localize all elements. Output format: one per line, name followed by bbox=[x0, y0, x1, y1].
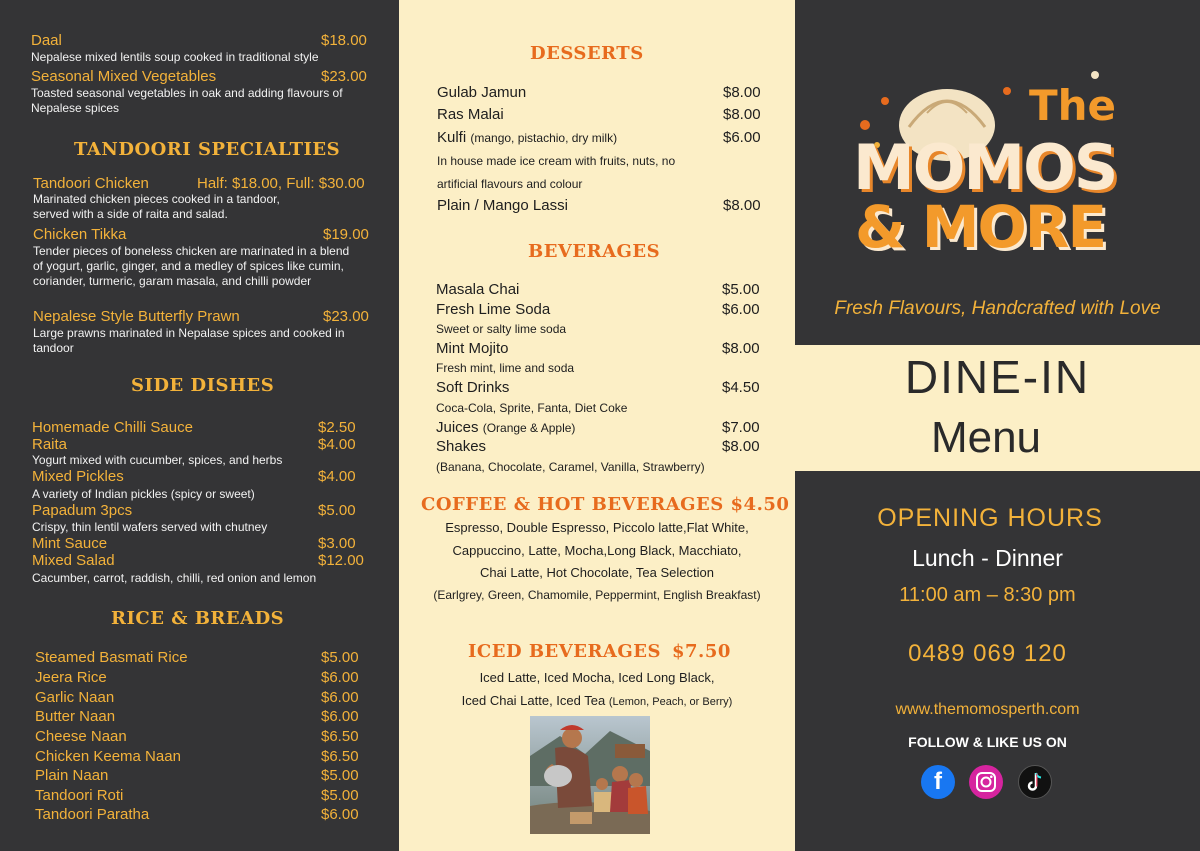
website-link[interactable]: www.themomosperth.com bbox=[895, 701, 1080, 718]
item-desc: Yogurt mixed with cucumber, spices, and herbs bbox=[32, 453, 283, 467]
item-desc: Crispy, thin lentil wafers served with chutney bbox=[32, 520, 268, 534]
section-title-tandoori: TANDOORI SPECIALTIES bbox=[74, 139, 341, 160]
section-title-sides: SIDE DISHES bbox=[131, 375, 275, 396]
item-name: Seasonal Mixed Vegetables bbox=[31, 68, 217, 85]
item-desc: Marinated chicken pieces cooked in a tandoor, served with a side of raita and salad. bbox=[33, 192, 280, 221]
coffee-line: (Earlgrey, Green, Chamomile, Peppermint, English Breakfast) bbox=[433, 588, 761, 602]
item-price: $5.00 bbox=[321, 767, 359, 784]
item-name: Daal bbox=[31, 32, 62, 49]
item-name: Garlic Naan bbox=[35, 689, 115, 706]
item-price: $23.00 bbox=[323, 308, 369, 325]
item-desc: Tender pieces of boneless chicken are marinated in a blend of yogurt, garlic, ginger, and a medley of spices like cumin, coriander, turmeric, garam masala, and chilli powder bbox=[33, 244, 350, 288]
item-name: Juices bbox=[436, 419, 479, 436]
coffee-line: Cappuccino, Latte, Mocha,Long Black, Macchiato, bbox=[452, 543, 742, 558]
item-price: $3.00 bbox=[318, 535, 356, 552]
item-price: $5.00 bbox=[321, 649, 359, 666]
phone-number[interactable]: 0489 069 120 bbox=[908, 640, 1067, 667]
item-price: $12.00 bbox=[318, 552, 364, 569]
item-price: Half: $18.00, Full: $30.00 bbox=[197, 175, 365, 192]
item-name: Mint Sauce bbox=[32, 535, 108, 552]
item-desc: Sweet or salty lime soda bbox=[436, 322, 567, 336]
coffee-line: Espresso, Double Espresso, Piccolo latte,Flat White, bbox=[445, 520, 749, 535]
item-desc: (Banana, Chocolate, Caramel, Vanilla, Strawberry) bbox=[436, 460, 705, 474]
item-price: $6.00 bbox=[321, 806, 359, 823]
logo-more: & MORE bbox=[855, 193, 1106, 261]
opening-hours-time: 11:00 am – 8:30 pm bbox=[899, 584, 1076, 606]
item-price: $6.50 bbox=[321, 728, 359, 745]
item-name: Butter Naan bbox=[35, 708, 116, 725]
item-price: $6.00 bbox=[723, 129, 761, 146]
item-desc: A variety of Indian pickles (spicy or sweet) bbox=[32, 487, 255, 501]
item-name: Chicken Tikka bbox=[33, 226, 127, 243]
item-note: (mango, pistachio, dry milk) bbox=[470, 131, 618, 145]
item-price: $4.00 bbox=[318, 468, 356, 485]
facebook-icon[interactable]: f bbox=[921, 765, 955, 799]
item-name: Soft Drinks bbox=[436, 379, 510, 396]
item-price: $6.50 bbox=[321, 748, 359, 765]
item-name: Chicken Keema Naan bbox=[35, 748, 181, 765]
item-name: Steamed Basmati Rice bbox=[35, 649, 188, 666]
item-name: Ras Malai bbox=[437, 106, 504, 123]
item-price: $6.00 bbox=[321, 669, 359, 686]
item-price: $7.00 bbox=[722, 419, 760, 436]
item-price: $5.00 bbox=[318, 502, 356, 519]
follow-label: FOLLOW & LIKE US ON bbox=[908, 734, 1067, 750]
iced-line: Iced Latte, Iced Mocha, Iced Long Black, bbox=[479, 670, 715, 685]
opening-hours-title: OPENING HOURS bbox=[877, 504, 1103, 532]
item-price: $5.00 bbox=[321, 787, 359, 804]
item-name: Mixed Pickles bbox=[32, 468, 124, 485]
item-price: $8.00 bbox=[723, 84, 761, 101]
iced-line: Iced Chai Latte, Iced Tea bbox=[461, 693, 606, 708]
item-price: $4.00 bbox=[318, 436, 356, 453]
item-name: Masala Chai bbox=[436, 281, 520, 298]
tiktok-icon[interactable] bbox=[1018, 765, 1052, 799]
dine-in-title: DINE-IN bbox=[904, 351, 1091, 403]
section-title-beverages: BEVERAGES bbox=[528, 241, 661, 262]
logo-momos: MOMOS bbox=[853, 131, 1117, 204]
item-name: Gulab Jamun bbox=[437, 84, 527, 101]
item-price: $4.50 bbox=[722, 379, 760, 396]
item-desc: Large prawns marinated in Nepalase spices and cooked in tandoor bbox=[33, 326, 345, 355]
item-name: Tandoori Chicken bbox=[33, 175, 149, 192]
item-desc: In house made ice cream with fruits, nuts, no bbox=[437, 154, 676, 168]
item-price: $8.00 bbox=[723, 197, 761, 214]
section-title-coffee: COFFEE & HOT BEVERAGES $4.50 bbox=[421, 494, 790, 515]
iced-note: (Lemon, Peach, or Berry) bbox=[608, 696, 733, 708]
item-desc: Toasted seasonal vegetables in oak and adding flavours of Nepalese spices bbox=[31, 86, 343, 115]
iced-price: $7.50 bbox=[672, 641, 731, 662]
item-desc: Fresh mint, lime and soda bbox=[436, 361, 575, 375]
item-name: Plain / Mango Lassi bbox=[437, 197, 568, 214]
item-price: $23.00 bbox=[321, 68, 367, 85]
item-name: Raita bbox=[32, 436, 68, 453]
middle-panel bbox=[399, 0, 795, 851]
item-name: Papadum 3pcs bbox=[32, 502, 133, 519]
item-name: Mint Mojito bbox=[436, 340, 509, 357]
item-name: Kulfi bbox=[437, 129, 467, 146]
section-title-rice: RICE & BREADS bbox=[111, 608, 285, 629]
tea-pouring-image bbox=[530, 716, 650, 834]
item-name: Fresh Lime Soda bbox=[436, 301, 551, 318]
left-panel bbox=[0, 0, 399, 851]
opening-hours-sub: Lunch - Dinner bbox=[912, 545, 1063, 571]
item-price: $8.00 bbox=[722, 340, 760, 357]
tagline: Fresh Flavours, Handcrafted with Love bbox=[834, 298, 1161, 319]
item-price: $5.00 bbox=[722, 281, 760, 298]
coffee-line: Chai Latte, Hot Chocolate, Tea Selection bbox=[480, 565, 714, 580]
logo-the: The bbox=[1029, 81, 1117, 130]
item-price: $6.00 bbox=[321, 689, 359, 706]
section-title-iced: ICED BEVERAGES bbox=[468, 641, 661, 662]
item-name: Tandoori Roti bbox=[35, 787, 124, 804]
right-panel bbox=[795, 0, 1200, 851]
item-name-kulfi bbox=[437, 129, 617, 146]
item-name: Plain Naan bbox=[35, 767, 109, 784]
item-name-juices bbox=[436, 419, 575, 436]
item-price: $8.00 bbox=[722, 438, 760, 455]
instagram-icon[interactable] bbox=[969, 765, 1003, 799]
item-name: Jeera Rice bbox=[35, 669, 107, 686]
menu-title: Menu bbox=[930, 413, 1042, 462]
section-title-desserts: DESSERTS bbox=[530, 43, 644, 64]
item-desc: artificial flavours and colour bbox=[437, 177, 583, 191]
item-price: $19.00 bbox=[323, 226, 369, 243]
item-name: Tandoori Paratha bbox=[35, 806, 150, 823]
item-desc: Coca-Cola, Sprite, Fanta, Diet Coke bbox=[436, 401, 628, 415]
item-note: (Orange & Apple) bbox=[482, 421, 576, 435]
item-desc: Nepalese mixed lentils soup cooked in traditional style bbox=[31, 50, 319, 64]
item-desc: Cacumber, carrot, raddish, chilli, red onion and lemon bbox=[32, 571, 317, 585]
item-name: Nepalese Style Butterfly Prawn bbox=[33, 308, 240, 325]
logo bbox=[847, 65, 1157, 275]
item-price: $2.50 bbox=[318, 419, 356, 436]
item-price: $8.00 bbox=[723, 106, 761, 123]
iced-line-2 bbox=[399, 693, 795, 708]
item-name: Homemade Chilli Sauce bbox=[32, 419, 193, 436]
item-price: $18.00 bbox=[321, 32, 367, 49]
item-price: $6.00 bbox=[321, 708, 359, 725]
item-price: $6.00 bbox=[722, 301, 760, 318]
item-name: Mixed Salad bbox=[32, 552, 115, 569]
item-name: Cheese Naan bbox=[35, 728, 127, 745]
item-name: Shakes bbox=[436, 438, 487, 455]
